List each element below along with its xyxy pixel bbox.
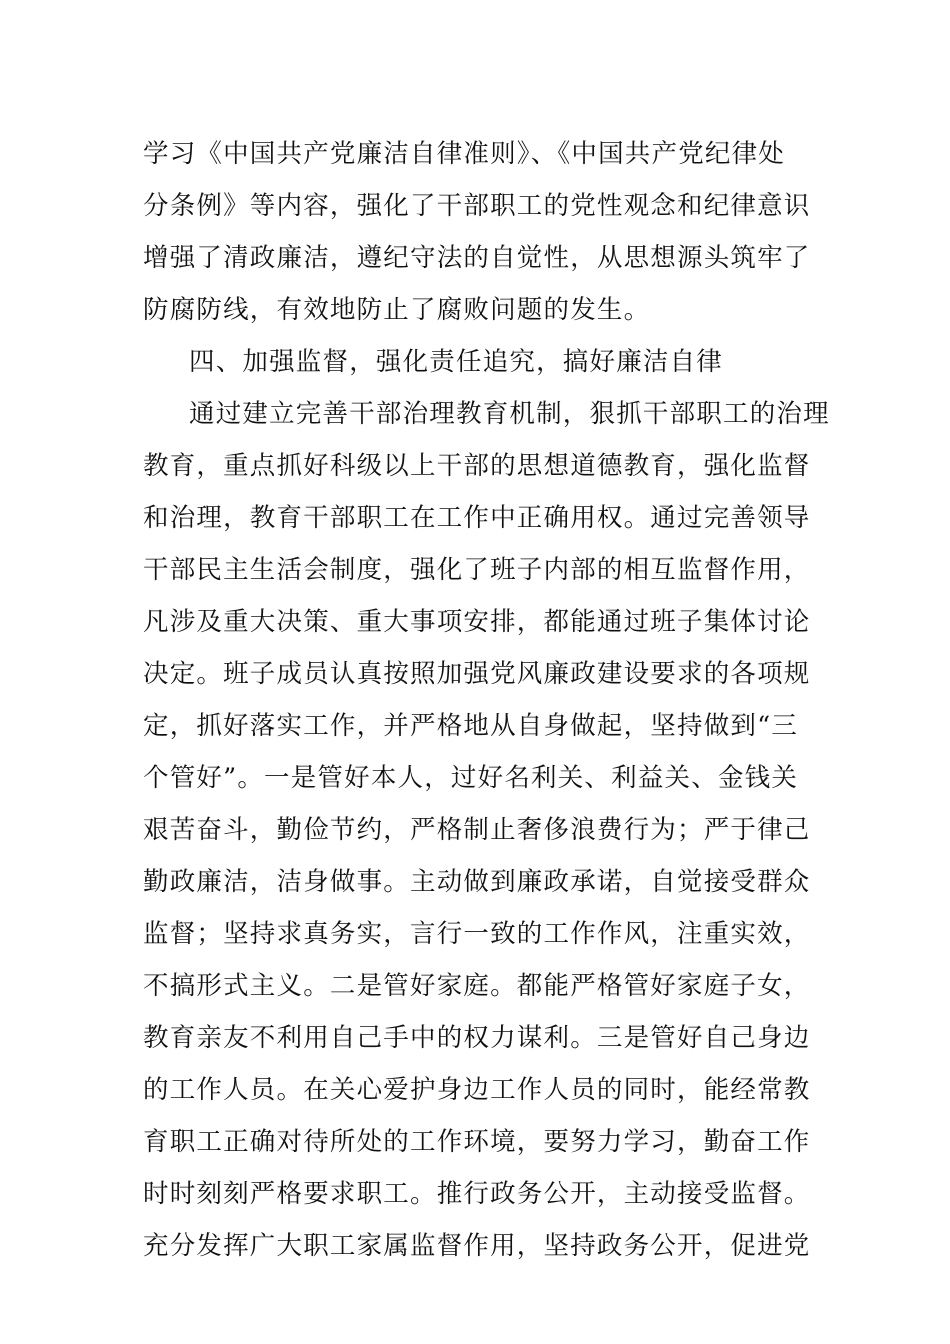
text-line: 个管好”。一是管好本人，过好名利关、利益关、金钱关 bbox=[143, 763, 799, 793]
text-line: 防腐防线，有效地防止了腐败问题的发生。 bbox=[143, 295, 651, 325]
text-line: 艰苦奋斗，勤俭节约，严格制止奢侈浪费行为；严于律己 bbox=[143, 815, 811, 845]
text-line: 育职工正确对待所处的工作环境，要努力学习，勤奋工作 bbox=[143, 1127, 811, 1157]
text-line: 增强了清政廉洁，遵纪守法的自觉性，从思想源头筑牢了 bbox=[143, 243, 811, 273]
section-heading: 四、加强监督，强化责任追究，搞好廉洁自律 bbox=[189, 347, 724, 377]
text-line: 时时刻刻严格要求职工。推行政务公开，主动接受监督。 bbox=[143, 1179, 811, 1209]
text-line: 教育亲友不利用自己手中的权力谋利。三是管好自己身边 bbox=[143, 1023, 811, 1053]
text-line: 通过建立完善干部治理教育机制，狠抓干部职工的治理 bbox=[189, 399, 830, 429]
text-line: 监督；坚持求真务实，言行一致的工作作风，注重实效， bbox=[143, 919, 811, 949]
text-line: 和治理，教育干部职工在工作中正确用权。通过完善领导 bbox=[143, 503, 811, 533]
text-line: 充分发挥广大职工家属监督作用，坚持政务公开，促进党 bbox=[143, 1231, 811, 1261]
text-line: 干部民主生活会制度，强化了班子内部的相互监督作用， bbox=[143, 555, 811, 585]
text-line: 不搞形式主义。二是管好家庭。都能严格管好家庭子女， bbox=[143, 971, 811, 1001]
text-line: 教育，重点抓好科级以上干部的思想道德教育，强化监督 bbox=[143, 451, 811, 481]
text-line: 学习《中国共产党廉洁自律准则》、《中国共产党纪律处 bbox=[143, 139, 786, 169]
text-line: 定，抓好落实工作，并严格地从自身做起，坚持做到“三 bbox=[143, 711, 799, 741]
body-text bbox=[143, 128, 830, 1272]
text-line: 勤政廉洁，洁身做事。主动做到廉政承诺，自觉接受群众 bbox=[143, 867, 811, 897]
text-line: 分条例》等内容，强化了干部职工的党性观念和纪律意识 bbox=[143, 191, 811, 221]
text-line: 凡涉及重大决策、重大事项安排，都能通过班子集体讨论 bbox=[143, 607, 811, 637]
text-line: 的工作人员。在关心爱护身边工作人员的同时，能经常教 bbox=[143, 1075, 811, 1105]
text-line: 决定。班子成员认真按照加强党风廉政建设要求的各项规 bbox=[143, 659, 811, 689]
